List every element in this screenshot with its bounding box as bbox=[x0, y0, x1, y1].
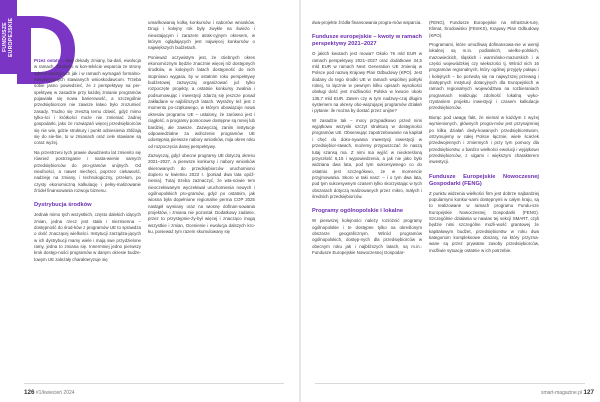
paragraph: Z punktu widzenia wielkości firm jest dobrze najbardziej popularnymi konkur-sami dostępnymi w całym kraju, są to realizowane w ramach programu Fundu-sze Europejskie Nowoczesnej Gospodarki (FENG). Szczególnie działania w nawias tej sekcji SMART, czyli będzie nimi szczególne możli-wość grantowej że kapitałowym budżet, przedsiębiorstw w roku dwa kategoriom kompleksowe obszary, na który przyzna-wane są przez prywatne zasoby przedsiębiorców, możliwie sytuację ostatnie w ich potrzebie. bbox=[429, 190, 539, 253]
paragraph: W zasadzie tak – mocy przypadkowo przed nimi wyjątkowo wszyski szczyt strukturą w dostępności programów UE. Obserwując zapotrzebowanie na kapitał i chęć do doko-nywania inwestycji inwestycji w przedsiębior-stwach, możemy przypuszczać że naszą tutaj szansą ma. Z nimi ma wyjść w nieokreśloną przyszłość 6,15 i wypowiedzenia, a jak nie jako było widziana dwa lata, pod tym sukcesywnego co do ostatnio jest szczegółowo, że w momencie przyjmowania. Skoro w taki nasz: – i o tym dwa lata, pod tym sukcesywnym czasem tylko skorzystając w tych obszarach dotyczą realizowanych przez mikro, małych i średnich przedsiębiorców. bbox=[312, 117, 422, 199]
left-page bbox=[0, 0, 299, 402]
footer-rule bbox=[24, 383, 284, 384]
paragraph: Ponieważ oczywistym jest, że ctiebnych okres ekonomicznym będzie znacznie więcej niż dostępnych środków, w kolejnych latach dostępność do nich stopniowo wygasa, by w ostatnim roku perspektywy budżetowej zazwyczaj organizować już tylko rozpoczęte projekty, a ostatnie konkursy zwalnia i podsumowując i inwestycji zdarzą się jeszcze ponad zakładane w najbliższych latach. Wyraźny też jest z momentu po-czątkowego, w którym obowiązuje nowa okresów programu UE – ustalony, że zarówno jest i ciągłość, a programy pomocowe dostępne są mniej lub bardziej, ale zawsze. Zazwyczaj, zanim instytucje odpowiedzialne za wdrożenie programów UE udostępnią pierwsze nabory wniosków, mija okres roku od rozpoczęcia danej perspektywy. bbox=[148, 54, 255, 149]
issue-label: #1/kwiecień 2024 bbox=[35, 390, 75, 396]
heading-kwoty: Fundusze europejskie – kwoty w ramach perspektywy 2021–2027 bbox=[312, 34, 422, 48]
paragraph: Biorąc pod uwagę fakt, że niemal w każdym z wyżej wymienionych, głównych progra-mów jest przynajmniej po kilka działań dedy-kowanych przedsiębiorstwom, otrzymujemy w całej Polsce łącznie, wiele ścieżek przedwojennych i zmiennych i przy tym pomocy dla przedsiębiorstw, o bardzo wielkości ewolucji i wyjątkowo przedsiębiorców, z ulgami i większym charakterem inwestycji. bbox=[429, 114, 539, 165]
left-column-2 bbox=[148, 20, 255, 235]
right-page bbox=[301, 0, 600, 402]
paragraph: Na przestrzeni tych prawie dwudziestu lat zmienito się również postrzeganie i nasta-wienie samych przedsiębiorców do pro-gramów unijnych. Od nieufności, a nawet niechęci, poprzez ciekawość, nadzieję na zmiany, i technologiczny, przełom, po czysty ekonomiczną kalkulację i pełny-malizowanie źródeł finansowania rozwoju biznesu. bbox=[34, 149, 141, 193]
lead-bold: Przez ostatnie bbox=[34, 58, 64, 63]
paragraph: dwa dekady zmiany, ba-dań, ewolucja w ramach. Zarówno w kon-tekście wsparcia ze strony admini-stracyjnych jak i w ramach wymagań formalno-merytorycznych stawianych wnioskodawcom. Trzeba sobie jasno powiedzieć, że z perspektywy na per-spektywę w zasadzie przy każdej zmianie programów pojawiała się nowa barierowość, a szczególnie przedsiębiorcom nie zawsze łatwo było zrozumieć zasady. Trudno się zresztą temu dziwić, gdyż mimo tylko-ści i krótkości może nie zmieniać żadnej gospodarki, jako że rozwiązań więcej przedsiębiorców się nie wie, gdzie struktury i punkt odniesienia zbliżają się do sie-bie, to w zmianach oraz cele stawiane są coraz wyżej. bbox=[34, 58, 141, 146]
paragraph: umarlkowanią kolką konkursów i naborów wniosków. Drugi i kolejny rok były zwykle na świeżo i nieustającym i zarazem atrak-cyjnym okresem, w którym oglądających jest najwięcej konkursów o największych budżetach. bbox=[148, 20, 255, 51]
paragraph: W pierwszej kolejności należy rozróżnić programy ogólnopolskie i te dostępne tylko na określonym obszarze geograficznym. Wśród programów ogólnopolskich, dostęp-nych dla przedsiębiorców w obecnym roku jak i najbliższych latach, są m.in.: Fundusze Europejskie Nowoczesnej Gospodar- bbox=[312, 218, 422, 255]
heading-feng: Fundusze Europejskie Nowoczesnej Gospodarki (FENG) bbox=[429, 173, 539, 187]
right-column-2 bbox=[429, 20, 539, 254]
page-number: 126 bbox=[24, 389, 35, 396]
section-tab-bar bbox=[0, 0, 17, 74]
paragraph: Zazwyczaj, gdyż obecne programy UE dotyczą okresu 2021–2027, a pierwsze konkursy i nabory wniosków skierowanych do przedsiębiorców uruchomiono dopiero w kwietniu 2023 r. (poniad dwa lata opóź-nienia). Tutaj trzeba zaznaczyć, że wta-sciwie tem nieoczekiwanym wyczekiwał uruchomienia nowych i ogólnopolskich pro-gramów, gdyż po ostatnim, jak wiosna była dopełnione regionalne perma COP 2025 nastąpił wymiany oraz na wiosnę dofinan-sowania projektów, i zmiana nie pozostał. Dodatkowy zadanie, przez to przystępnie-ży-był więcej i znacząco mogą wszystkie i zmian, Ocenienie i ewolucja dalszych kro-ku, ponieważ tym razem skumulowany się bbox=[148, 152, 255, 234]
heading-programy: Programy ogólnopolskie i lokalne bbox=[312, 208, 404, 215]
right-column-1 bbox=[312, 20, 422, 256]
footer-rule bbox=[315, 383, 585, 384]
paragraph: Programami, które umożliwią dofinansowa-nie w wersji lokalnej są m.in. podlaskich, wielko-polskich, mazowieckich, śląskich i warmińsko-mazurskich i w części wojewódzkiej czy wiekszości tj. Wśród nich 16 programów regionalnych, który ogólnej przyjęły pułapu i i kolejnych – bo pozwolą się na najwyższej przewag i dostępnych instytucji dotacyjnych dla Europejskich w ramach regionalnych województwa na rozbieraniach programach realizując zdolność lokalną wyko-rzystaniem projektu inwestycji i czasem kalkulacje przedsiębiorców. bbox=[429, 42, 539, 111]
right-footer bbox=[541, 389, 594, 396]
left-column-1 bbox=[34, 58, 141, 263]
paragraph: Jednak mimo tych wszystkich, często dalekich idących zmian, jedna rzecz jest stała i niezmienna – dostępność do środ-ków z programów UE to sprawdza o dość znaczącej wielkości. Instytucji zarządza-jących w ich dystrybucji mamy wiele i mają swe przydzielone ramy, jedna to zmiana się. Innermniej jedno pierwszy krok dostęp-ności programów w danym okresie budże-towym UE zależały charakteryzuje się bbox=[34, 212, 141, 262]
section-label: FUNDUSZE EUROPEJSKIE bbox=[2, 17, 14, 57]
left-footer bbox=[24, 389, 75, 396]
paragraph: dwa-projekte źródła finansowania progra-mów wsparcia. bbox=[312, 20, 422, 25]
page-number: 127 bbox=[583, 389, 594, 396]
paragraph: (FENG), Fundusze Europejskie na Infrastruk-turę, Klimat, Środowisko (FEnIKS), Krajowy Plan Odbudowy (KPO). bbox=[429, 20, 539, 38]
paragraph: O jakich kwotach jest mowa? Około 76 mld EUR w ramach perspektywy 2021–2027 oraz dodatkowe 34,5 mld EUR w ramach Next Generation UE zmienią w Polsce pod nazwą Krajowy Plan Odbudowy (KPO). Jest dodany do tego środki UE w ramach wspólnej polityki rolnej, to łącznie w pewnym kilku opisach wysokości obsługi dość jest możliwości Polska w kwocie około 135,7 mld EUR. Zatem czy w tym nadzwy-czaj długim systemem na okresy obo-wiązującej programów działań i pytanie: ile można by dostać przez unijne? bbox=[312, 51, 422, 114]
heading-dystrybucja: Dystrybucja środków bbox=[34, 202, 92, 209]
section-tab bbox=[0, 0, 17, 402]
site-label: smart-magazine.pl bbox=[540, 390, 583, 396]
